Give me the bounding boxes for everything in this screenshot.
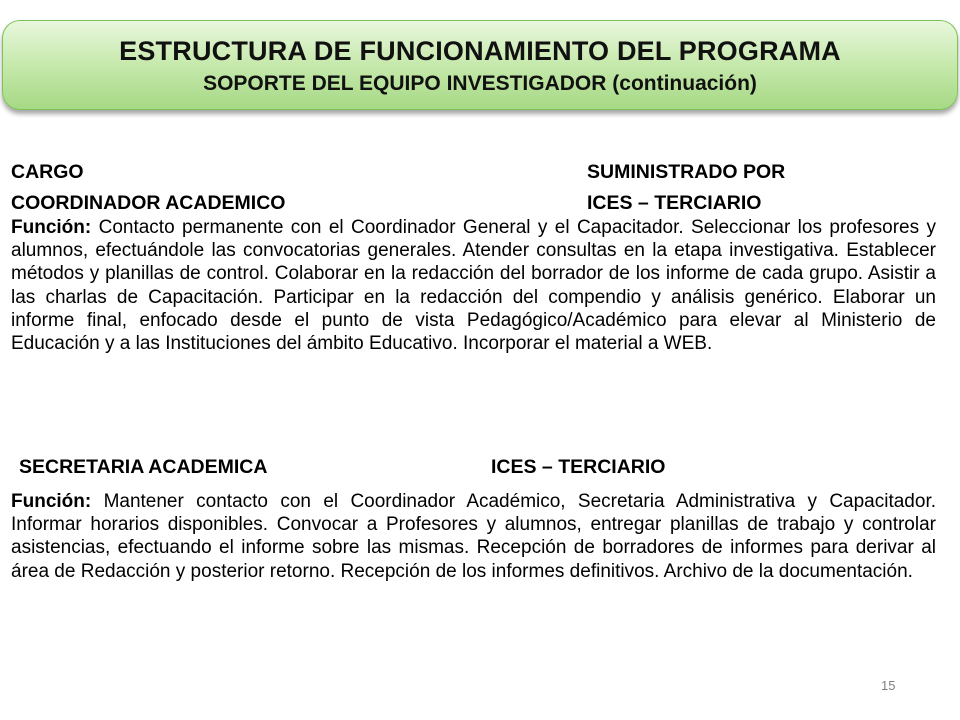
header-suministrado: SUMINISTRADO POR [587, 161, 786, 183]
page-number: 15 [881, 678, 896, 693]
slide-title: ESTRUCTURA DE FUNCIONAMIENTO DEL PROGRAMA [119, 36, 841, 66]
role-2-funcion-text: Mantener contacto con el Coordinador Académico, Secretaria Administrativa y Capacitador. Informar horarios disponibles. Convocar a Profesores y alumnos, entregar planillas de trabajo y controlar asistencias, efectuando el informe sobre las mismas. Recepción de borradores de informes para derivar al área de Redacción y posterior retorno. Recepción de los informes definitivos. Archivo de la documentación. [11, 491, 937, 582]
role-2-cargo: SECRETARIA ACADEMICA [19, 456, 268, 478]
role-2-funcion-label: Función: [11, 491, 92, 512]
role-1-funcion-label: Función: [11, 217, 92, 238]
role-1-funcion [11, 216, 936, 355]
role-2-suministrado: ICES – TERCIARIO [491, 456, 666, 478]
role-2-funcion [11, 490, 936, 583]
slide-subtitle [3, 72, 957, 96]
role-1-cargo: COORDINADOR ACADEMICO [11, 192, 286, 214]
role-1-funcion-text: Contacto permanente con el Coordinador General y el Capacitador. Seleccionar los profesores y alumnos, efectuándole las convocatorias generales. Atender consultas en la etapa investigativa. Establecer métodos y planillas de control. Colaborar en la redacción del borrador de los informe de cada grupo. Asistir a las charlas de Capacitación. Participar en la redacción del compendio y análisis genérico. Elaborar un informe final, enfocado desde el punto de vista Pedagógico/Académico para elevar al Ministerio de Educación y a las Instituciones del ámbito Educativo. Incorporar el material a WEB. [11, 217, 936, 355]
subtitle-main: SOPORTE DEL EQUIPO INVESTIGADOR [203, 72, 607, 95]
role-1-suministrado: ICES – TERCIARIO [587, 192, 762, 214]
subtitle-suffix: (continuación) [612, 72, 757, 95]
title-banner [2, 20, 958, 110]
header-cargo: CARGO [11, 161, 84, 183]
